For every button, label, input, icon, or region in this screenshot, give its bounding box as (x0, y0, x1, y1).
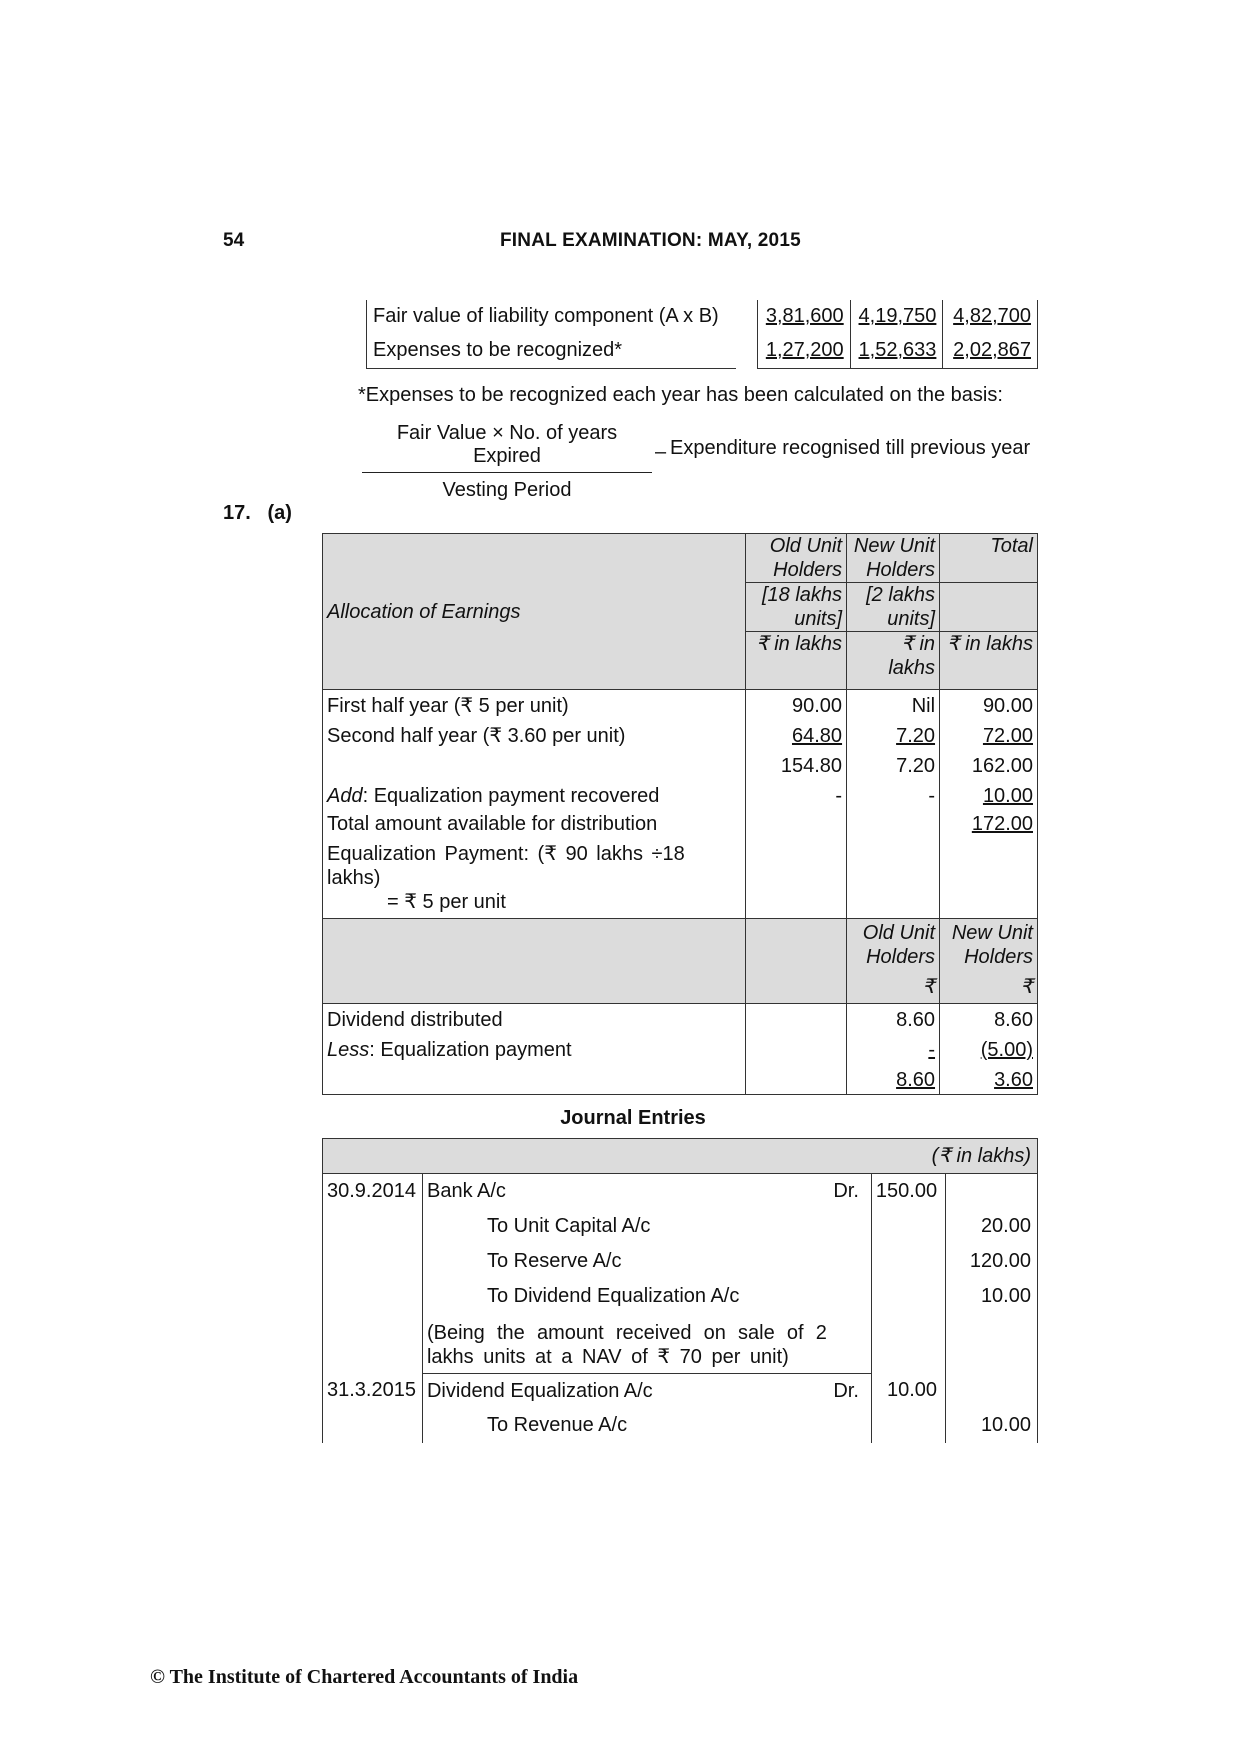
cell-value: 8.60 (847, 1004, 940, 1033)
credit-account: To Revenue A/c (486, 1414, 628, 1436)
journal-unit: (₹ in lakhs) (323, 1139, 1038, 1174)
debit-amount: 10.00 (871, 1373, 945, 1408)
journal-table (322, 1138, 1038, 1443)
row-label: First half year (₹ 5 per unit) (323, 690, 746, 719)
row-label: Expenses to be recognized* (367, 334, 737, 368)
debit-account: Dividend Equalization A/c (426, 1379, 653, 1402)
liability-table (366, 300, 1038, 369)
column-subheader (940, 583, 1038, 632)
cell-value: 8.60 (896, 1069, 936, 1091)
row-label: Second half year (₹ 3.60 per unit) (327, 725, 626, 747)
column-unit: ₹ (847, 969, 940, 1004)
row-label: Less: Equalization payment (327, 1039, 572, 1061)
formula-operator: – (655, 441, 667, 463)
column-header: Old Unit Holders (847, 919, 940, 970)
row-label: Fair value of liability component (A x B) (367, 300, 737, 334)
journal-row (323, 1408, 1038, 1443)
cell-value: 1,27,200 (765, 339, 844, 361)
column-unit: ₹ in lakhs (847, 632, 940, 690)
row-label (323, 1062, 746, 1095)
table-row (367, 300, 1038, 334)
column-subheader: [18 lakhs units] (746, 583, 847, 632)
column-unit: ₹ (940, 969, 1038, 1004)
cell-value: 90.00 (940, 690, 1038, 719)
cell-value: 64.80 (791, 725, 843, 747)
journal-row (323, 1279, 1038, 1314)
table-row (323, 748, 1038, 778)
row-label: Total amount available for distribution (327, 813, 658, 835)
formula-fraction (362, 422, 652, 502)
formula-numerator: Fair Value × No. of years Expired (362, 422, 652, 473)
table-row (323, 1062, 1038, 1095)
cell-value: 10.00 (982, 785, 1033, 807)
column-header: Total (940, 534, 1038, 583)
row-label (323, 748, 746, 778)
cell-value: 172.00 (971, 813, 1033, 835)
credit-account: To Reserve A/c (486, 1249, 622, 1272)
debit-amount: 150.00 (871, 1174, 945, 1209)
cell-value: 90.00 (746, 690, 847, 719)
table-row (367, 334, 1038, 368)
cell-value: 154.80 (746, 748, 847, 778)
journal-row (323, 1373, 1038, 1408)
debit-account: Bank A/c (426, 1180, 506, 1202)
question-number: 17. (a) (223, 502, 292, 524)
cell-value (847, 808, 940, 836)
equalization-payment: Equalization Payment: (₹ 90 lakhs ÷18 lakhs) = ₹ 5 per unit (327, 843, 685, 913)
credit-account: To Dividend Equalization A/c (486, 1284, 740, 1307)
cell-value (746, 808, 847, 836)
cell-value: 3,81,600 (765, 305, 844, 327)
cell-value: 8.60 (940, 1004, 1038, 1033)
cell-value: 7.20 (847, 748, 940, 778)
journal-row (323, 1314, 1038, 1374)
copyright-footer: © The Institute of Chartered Accountants of India (150, 1666, 579, 1688)
entry-date: 31.3.2015 (323, 1373, 423, 1408)
column-subheader: [2 lakhs units] (847, 583, 940, 632)
expenses-note: *Expenses to be recognized each year has been calculated on the basis: (358, 384, 1003, 406)
journal-row (323, 1209, 1038, 1244)
credit-account: To Unit Capital A/c (486, 1214, 651, 1237)
credit-amount: 120.00 (946, 1244, 1038, 1279)
cell-value: 3.60 (994, 1069, 1033, 1091)
column-header: New Unit Holders (847, 534, 940, 583)
page-number: 54 (223, 230, 245, 251)
formula-tail: Expenditure recognised till previous year (670, 437, 1031, 459)
page-title: FINAL EXAMINATION: MAY, 2015 (500, 230, 801, 251)
table-row (323, 1032, 1038, 1062)
journal-title: Journal Entries (560, 1107, 706, 1129)
formula-denominator: Vesting Period (442, 479, 572, 501)
credit-amount: 20.00 (946, 1209, 1038, 1244)
cell-value: 4,19,750 (858, 305, 937, 327)
cell-value: Nil (847, 690, 940, 719)
table-row (323, 808, 1038, 836)
row-label: Add: Equalization payment recovered (327, 785, 660, 807)
table-row (323, 718, 1038, 748)
cell-value: 4,82,700 (953, 305, 1031, 327)
credit-amount: 10.00 (946, 1408, 1038, 1443)
column-unit: ₹ in lakhs (746, 632, 847, 690)
journal-row (323, 1174, 1038, 1209)
dr-marker: Dr. (833, 1379, 859, 1402)
journal-unit-row (323, 1139, 1038, 1174)
table-row (323, 836, 1038, 919)
table-row (323, 690, 1038, 719)
allocation-table (322, 533, 1038, 1095)
cell-value: 72.00 (982, 725, 1033, 747)
cell-value: - (746, 778, 847, 808)
cell-value: 162.00 (940, 748, 1038, 778)
cell-value: (5.00) (980, 1039, 1033, 1061)
narration: (Being the amount received on sale of 2 lakhs units at a NAV of ₹ 70 per unit) (426, 1321, 827, 1368)
row-label: Dividend distributed (323, 1004, 746, 1033)
column-header: Old Unit Holders (746, 534, 847, 583)
dr-marker: Dr. (833, 1180, 859, 1202)
column-unit: ₹ in lakhs (940, 632, 1038, 690)
cell-value: 2,02,867 (953, 339, 1031, 361)
column-header: New Unit Holders (940, 919, 1038, 970)
cell-value: - (928, 1039, 936, 1061)
table-header-row (323, 534, 1038, 583)
cell-value: 1,52,633 (858, 339, 937, 361)
credit-amount: 10.00 (946, 1279, 1038, 1314)
journal-row (323, 1244, 1038, 1279)
table-row (323, 1004, 1038, 1033)
allocation-title: Allocation of Earnings (327, 600, 521, 623)
cell-value: 7.20 (896, 725, 936, 747)
entry-date: 30.9.2014 (323, 1174, 423, 1209)
table-header-row (323, 919, 1038, 970)
table-row (323, 778, 1038, 808)
cell-value: - (847, 778, 940, 808)
